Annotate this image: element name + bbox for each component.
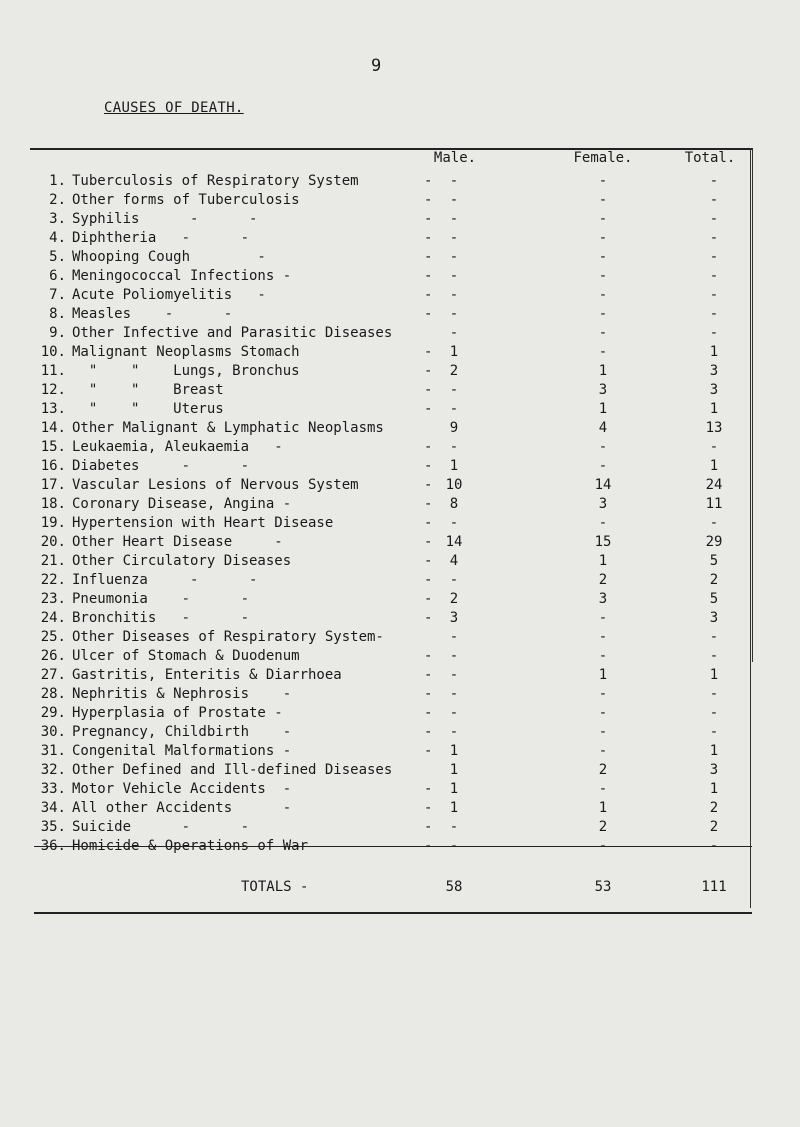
separator-dash: - — [424, 610, 433, 626]
cause-label: Other Malignant & Lymphatic Neoplasms — [72, 420, 384, 436]
cause-label: Other Diseases of Respiratory System- — [72, 629, 384, 645]
total-value: 2 — [709, 819, 719, 835]
total-value: - — [709, 268, 719, 284]
table-row — [0, 742, 800, 761]
cause-label: Leukaemia, Aleukaemia - — [72, 439, 283, 455]
table-body — [0, 172, 800, 856]
cause-label: Ulcer of Stomach & Duodenum — [72, 648, 300, 664]
divider — [34, 846, 752, 847]
row-number: 14. — [40, 420, 66, 436]
row-number: 16. — [40, 458, 66, 474]
male-value: - — [449, 819, 459, 835]
total-value: 2 — [709, 800, 719, 816]
female-value: - — [598, 192, 608, 208]
separator-dash: - — [424, 477, 433, 493]
separator-dash: - — [424, 401, 433, 417]
total-value: 11 — [705, 496, 723, 512]
male-value: - — [449, 838, 459, 854]
female-value: - — [598, 439, 608, 455]
row-number: 6. — [49, 268, 66, 284]
male-value: 1 — [449, 800, 459, 816]
male-value: - — [449, 382, 459, 398]
male-value: 10 — [445, 477, 463, 493]
separator-dash: - — [424, 591, 433, 607]
cause-label: Other Infective and Parasitic Diseases — [72, 325, 393, 341]
cause-label: Coronary Disease, Angina - — [72, 496, 292, 512]
cause-label: Gastritis, Enteritis & Diarrhoea — [72, 667, 342, 683]
male-value: 1 — [449, 743, 459, 759]
cause-label: Other forms of Tuberculosis — [72, 192, 300, 208]
female-value: 1 — [598, 401, 608, 417]
cause-label: Pregnancy, Childbirth - — [72, 724, 292, 740]
separator-dash: - — [424, 287, 433, 303]
cause-label: Congenital Malformations - — [72, 743, 292, 759]
separator-dash: - — [424, 648, 433, 664]
male-value: - — [449, 211, 459, 227]
male-value: - — [449, 724, 459, 740]
table-row — [0, 552, 800, 571]
male-value: - — [449, 401, 459, 417]
total-value: 1 — [709, 781, 719, 797]
row-number: 27. — [40, 667, 66, 683]
cause-label: Homicide & Operations of War — [72, 838, 309, 854]
page-number: 9 — [371, 56, 382, 76]
male-value: - — [449, 686, 459, 702]
female-value: - — [598, 211, 608, 227]
total-value: 24 — [705, 477, 723, 493]
separator-dash: - — [424, 268, 433, 284]
separator-dash: - — [424, 230, 433, 246]
totals-female: 53 — [594, 879, 612, 895]
total-value: 3 — [709, 610, 719, 626]
female-value: 2 — [598, 819, 608, 835]
row-number: 31. — [40, 743, 66, 759]
table-row — [0, 343, 800, 362]
total-value: - — [709, 705, 719, 721]
table-row — [0, 628, 800, 647]
column-header-total: Total. — [684, 150, 736, 166]
male-value: - — [449, 287, 459, 303]
female-value: - — [598, 230, 608, 246]
male-value: 1 — [449, 344, 459, 360]
male-value: 14 — [445, 534, 463, 550]
table-row — [0, 495, 800, 514]
row-number: 19. — [40, 515, 66, 531]
male-value: - — [449, 325, 459, 341]
totals-male: 58 — [445, 879, 463, 895]
male-value: - — [449, 439, 459, 455]
separator-dash: - — [424, 458, 433, 474]
totals-row — [0, 879, 800, 901]
male-value: 3 — [449, 610, 459, 626]
female-value: - — [598, 648, 608, 664]
total-value: - — [709, 306, 719, 322]
female-value: - — [598, 268, 608, 284]
cause-label: All other Accidents - — [72, 800, 292, 816]
total-value: 3 — [709, 762, 719, 778]
female-value: - — [598, 458, 608, 474]
table-row — [0, 172, 800, 191]
female-value: - — [598, 724, 608, 740]
separator-dash: - — [424, 306, 433, 322]
row-number: 25. — [40, 629, 66, 645]
separator-dash: - — [424, 363, 433, 379]
total-value: 1 — [709, 743, 719, 759]
row-number: 33. — [40, 781, 66, 797]
male-value: 2 — [449, 363, 459, 379]
total-value: 1 — [709, 667, 719, 683]
row-number: 11. — [40, 363, 66, 379]
page-title: CAUSES OF DEATH. — [104, 100, 244, 116]
female-value: 2 — [598, 572, 608, 588]
cause-label: Other Heart Disease - — [72, 534, 283, 550]
total-value: 3 — [709, 382, 719, 398]
row-number: 17. — [40, 477, 66, 493]
table-row — [0, 362, 800, 381]
table-row — [0, 419, 800, 438]
female-value: 1 — [598, 553, 608, 569]
row-number: 4. — [49, 230, 66, 246]
total-value: 5 — [709, 553, 719, 569]
total-value: - — [709, 287, 719, 303]
column-header-female: Female. — [573, 150, 633, 166]
separator-dash: - — [424, 173, 433, 189]
total-value: - — [709, 173, 719, 189]
table-row — [0, 514, 800, 533]
separator-dash: - — [424, 515, 433, 531]
divider — [34, 912, 752, 914]
cause-label: Diphtheria - - — [72, 230, 250, 246]
total-value: - — [709, 192, 719, 208]
male-value: - — [449, 515, 459, 531]
row-number: 8. — [49, 306, 66, 322]
male-value: - — [449, 572, 459, 588]
male-value: 1 — [449, 781, 459, 797]
separator-dash: - — [424, 249, 433, 265]
totals-label: TOTALS - — [241, 879, 309, 895]
cause-label: Malignant Neoplasms Stomach — [72, 344, 300, 360]
row-number: 24. — [40, 610, 66, 626]
total-value: - — [709, 629, 719, 645]
totals-total: 111 — [701, 879, 727, 895]
male-value: - — [449, 648, 459, 664]
separator-dash: - — [424, 686, 433, 702]
female-value: 15 — [594, 534, 612, 550]
separator-dash: - — [424, 439, 433, 455]
row-number: 23. — [40, 591, 66, 607]
separator-dash: - — [424, 382, 433, 398]
cause-label: Hypertension with Heart Disease — [72, 515, 334, 531]
total-value: - — [709, 515, 719, 531]
total-value: 2 — [709, 572, 719, 588]
female-value: 1 — [598, 363, 608, 379]
table-row — [0, 704, 800, 723]
table-row — [0, 400, 800, 419]
female-value: - — [598, 838, 608, 854]
cause-label: Meningococcal Infections - — [72, 268, 292, 284]
female-value: - — [598, 781, 608, 797]
separator-dash: - — [424, 743, 433, 759]
female-value: 3 — [598, 496, 608, 512]
cause-label: Suicide - - — [72, 819, 250, 835]
female-value: - — [598, 515, 608, 531]
row-number: 5. — [49, 249, 66, 265]
table-row — [0, 267, 800, 286]
female-value: 3 — [598, 382, 608, 398]
male-value: - — [449, 705, 459, 721]
cause-label: Nephritis & Nephrosis - — [72, 686, 292, 702]
table-row — [0, 609, 800, 628]
row-number: 1. — [49, 173, 66, 189]
separator-dash: - — [424, 781, 433, 797]
male-value: 2 — [449, 591, 459, 607]
total-value: - — [709, 211, 719, 227]
male-value: - — [449, 667, 459, 683]
cause-label: Other Defined and Ill-defined Diseases — [72, 762, 393, 778]
female-value: - — [598, 306, 608, 322]
male-value: 9 — [449, 420, 459, 436]
female-value: - — [598, 686, 608, 702]
row-number: 2. — [49, 192, 66, 208]
row-number: 3. — [49, 211, 66, 227]
row-number: 7. — [49, 287, 66, 303]
table-row — [0, 666, 800, 685]
separator-dash: - — [424, 553, 433, 569]
total-value: - — [709, 648, 719, 664]
table-row — [0, 229, 800, 248]
row-number: 18. — [40, 496, 66, 512]
separator-dash: - — [424, 800, 433, 816]
table-row — [0, 191, 800, 210]
total-value: 1 — [709, 401, 719, 417]
row-number: 34. — [40, 800, 66, 816]
female-value: 1 — [598, 667, 608, 683]
table-row — [0, 818, 800, 837]
table-row — [0, 590, 800, 609]
female-value: 2 — [598, 762, 608, 778]
total-value: 3 — [709, 363, 719, 379]
table-row — [0, 799, 800, 818]
row-number: 12. — [40, 382, 66, 398]
separator-dash: - — [424, 192, 433, 208]
row-number: 32. — [40, 762, 66, 778]
separator-dash: - — [424, 344, 433, 360]
cause-label: Bronchitis - - — [72, 610, 250, 626]
row-number: 21. — [40, 553, 66, 569]
male-value: - — [449, 192, 459, 208]
separator-dash: - — [424, 534, 433, 550]
table-row — [0, 305, 800, 324]
male-value: 1 — [449, 458, 459, 474]
female-value: - — [598, 173, 608, 189]
cause-label: " " Breast — [72, 382, 224, 398]
separator-dash: - — [424, 496, 433, 512]
table-row — [0, 571, 800, 590]
male-value: - — [449, 173, 459, 189]
female-value: - — [598, 705, 608, 721]
total-value: - — [709, 838, 719, 854]
female-value: - — [598, 287, 608, 303]
female-value: - — [598, 610, 608, 626]
row-number: 26. — [40, 648, 66, 664]
table-row — [0, 210, 800, 229]
male-value: 8 — [449, 496, 459, 512]
table-row — [0, 248, 800, 267]
male-value: 4 — [449, 553, 459, 569]
row-number: 29. — [40, 705, 66, 721]
row-number: 13. — [40, 401, 66, 417]
row-number: 10. — [40, 344, 66, 360]
total-value: - — [709, 439, 719, 455]
table-header — [0, 150, 800, 170]
table-row — [0, 438, 800, 457]
cause-label: " " Lungs, Bronchus — [72, 363, 300, 379]
total-value: - — [709, 325, 719, 341]
female-value: - — [598, 344, 608, 360]
cause-label: Measles - - — [72, 306, 233, 322]
total-value: 29 — [705, 534, 723, 550]
female-value: 3 — [598, 591, 608, 607]
separator-dash: - — [424, 838, 433, 854]
female-value: - — [598, 743, 608, 759]
total-value: - — [709, 686, 719, 702]
row-number: 20. — [40, 534, 66, 550]
separator-dash: - — [424, 211, 433, 227]
table-row — [0, 324, 800, 343]
separator-dash: - — [424, 724, 433, 740]
total-value: 1 — [709, 344, 719, 360]
female-value: 1 — [598, 800, 608, 816]
female-value: - — [598, 629, 608, 645]
table-row — [0, 647, 800, 666]
cause-label: " " Uterus — [72, 401, 224, 417]
female-value: 14 — [594, 477, 612, 493]
row-number: 30. — [40, 724, 66, 740]
male-value: 1 — [449, 762, 459, 778]
table-row — [0, 457, 800, 476]
cause-label: Tuberculosis of Respiratory System — [72, 173, 359, 189]
total-value: 13 — [705, 420, 723, 436]
row-number: 35. — [40, 819, 66, 835]
cause-label: Syphilis - - — [72, 211, 258, 227]
total-value: 1 — [709, 458, 719, 474]
row-number: 28. — [40, 686, 66, 702]
separator-dash: - — [424, 572, 433, 588]
row-number: 9. — [49, 325, 66, 341]
table-row — [0, 685, 800, 704]
separator-dash: - — [424, 819, 433, 835]
cause-label: Other Circulatory Diseases — [72, 553, 292, 569]
table-row — [0, 723, 800, 742]
total-value: 5 — [709, 591, 719, 607]
female-value: - — [598, 325, 608, 341]
female-value: - — [598, 249, 608, 265]
cause-label: Vascular Lesions of Nervous System — [72, 477, 359, 493]
row-number: 36. — [40, 838, 66, 854]
table-row — [0, 381, 800, 400]
separator-dash: - — [424, 667, 433, 683]
separator-dash: - — [424, 705, 433, 721]
male-value: - — [449, 306, 459, 322]
female-value: 4 — [598, 420, 608, 436]
table-row — [0, 533, 800, 552]
cause-label: Whooping Cough - — [72, 249, 266, 265]
total-value: - — [709, 249, 719, 265]
table-row — [0, 286, 800, 305]
total-value: - — [709, 230, 719, 246]
cause-label: Acute Poliomyelitis - — [72, 287, 266, 303]
cause-label: Influenza - - — [72, 572, 258, 588]
cause-label: Diabetes - - — [72, 458, 250, 474]
table-row — [0, 780, 800, 799]
row-number: 22. — [40, 572, 66, 588]
male-value: - — [449, 629, 459, 645]
male-value: - — [449, 249, 459, 265]
table-row — [0, 761, 800, 780]
male-value: - — [449, 230, 459, 246]
row-number: 15. — [40, 439, 66, 455]
cause-label: Motor Vehicle Accidents - — [72, 781, 292, 797]
male-value: - — [449, 268, 459, 284]
cause-label: Pneumonia - - — [72, 591, 250, 607]
table-row — [0, 476, 800, 495]
cause-label: Hyperplasia of Prostate - — [72, 705, 283, 721]
total-value: - — [709, 724, 719, 740]
column-header-male: Male. — [433, 150, 477, 166]
